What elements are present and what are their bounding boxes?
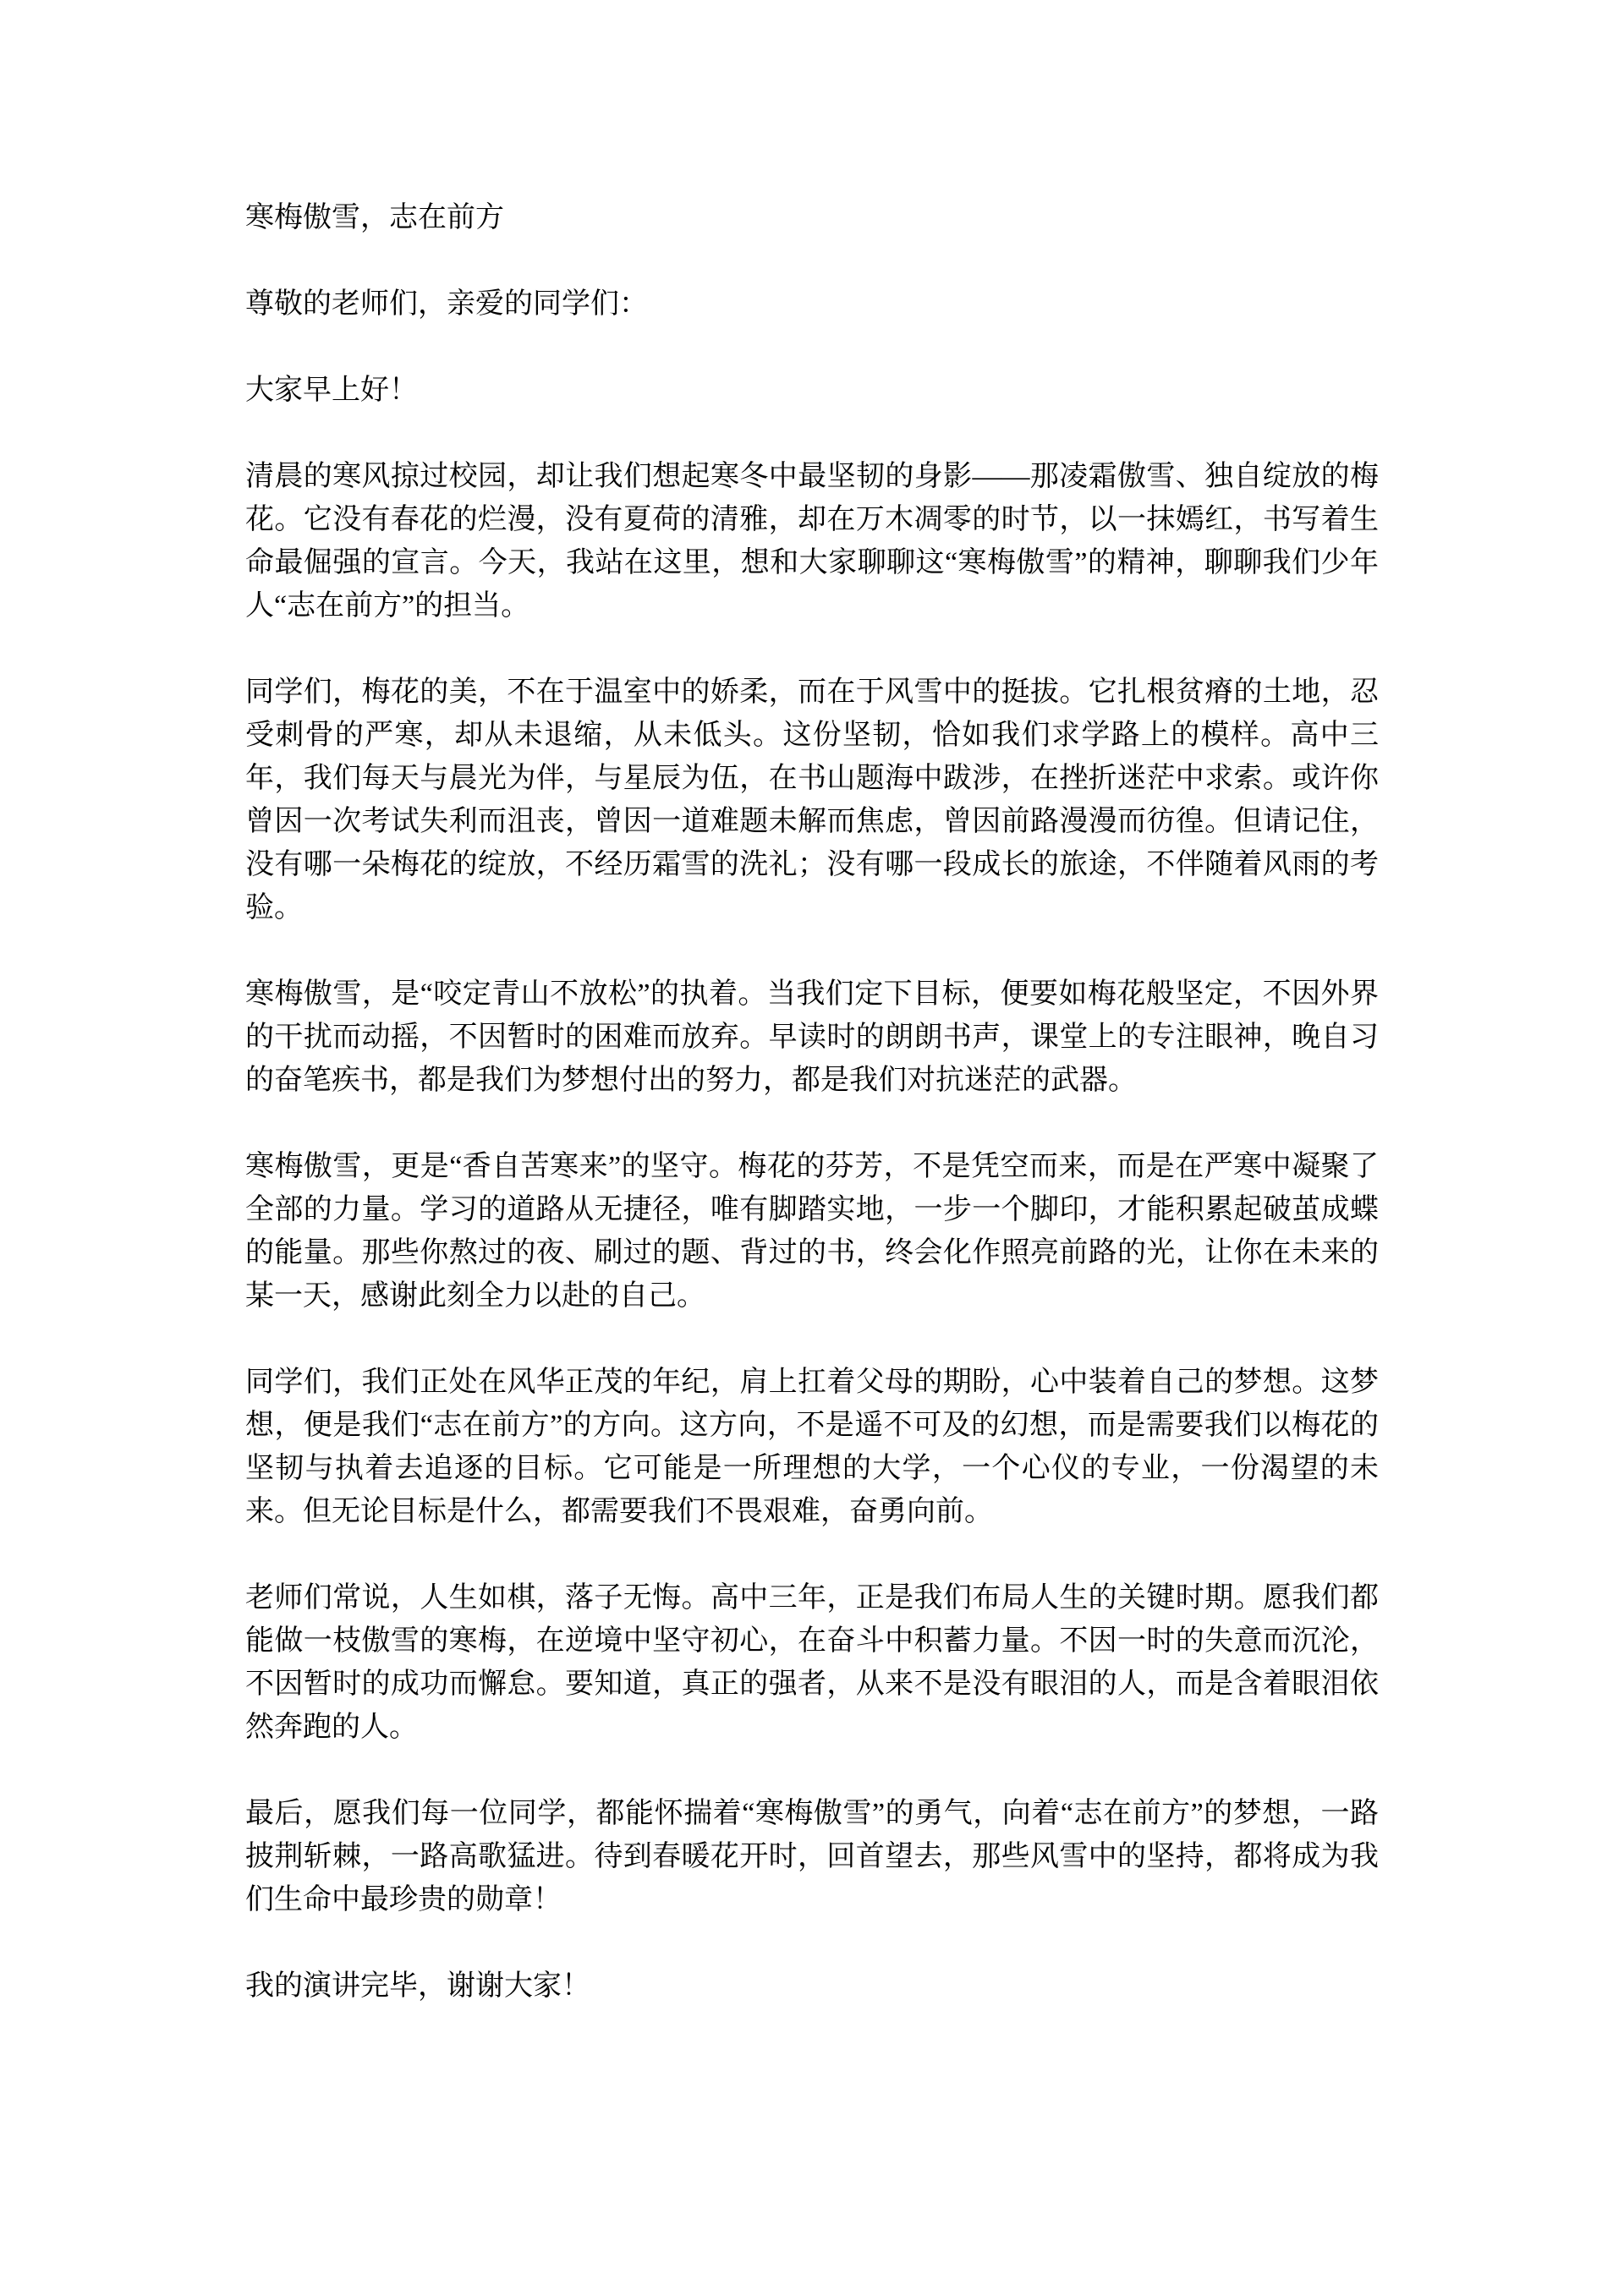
body-paragraph-4: 寒梅傲雪，更是“香自苦寒来”的坚守。梅花的芬芳，不是凭空而来，而是在严寒中凝聚了全部的力量。学习的道路从无捷径，唯有脚踏实地，一步一个脚印，才能积累起破茧成蝶的能量。那些你熬过的夜、刷过的题、背过的书，终会化作照亮前路的光，让你在未来的某一天，感谢此刻全力以赴的自己。 bbox=[245, 1151, 1379, 1312]
body-paragraph-2: 同学们，梅花的美，不在于温室中的娇柔，而在于风雪中的挺拔。它扎根贫瘠的土地，忍受刺骨的严寒，却从未退缩，从未低头。这份坚韧，恰如我们求学路上的模样。高中三年，我们每天与晨光为伴，与星辰为伍，在书山题海中跋涉，在挫折迷茫中求索。或许你曾因一次考试失利而沮丧，曾因一道难题未解而焦虑，曾因前路漫漫而彷徨。但请记住，没有哪一朵梅花的绽放，不经历霜雪的洗礼；没有哪一段成长的旅途，不伴随着风雨的考验。 bbox=[245, 677, 1379, 923]
body-paragraph-6: 老师们常说，人生如棋，落子无悔。高中三年，正是我们布局人生的关键时期。愿我们都能做一枝傲雪的寒梅，在逆境中坚守初心，在奋斗中积蓄力量。不因一时的失意而沉沦，不因暂时的成功而懈怠。要知道，真正的强者，从来不是没有眼泪的人，而是含着眼泪依然奔跑的人。 bbox=[245, 1582, 1379, 1743]
body-paragraph-1: 清晨的寒风掠过校园，却让我们想起寒冬中最坚韧的身影——那凌霜傲雪、独自绽放的梅花。它没有春花的烂漫，没有夏荷的清雅，却在万木凋零的时节，以一抹嫣红，书写着生命最倔强的宣言。今天，我站在这里，想和大家聊聊这“寒梅傲雪”的精神，聊聊我们少年人“志在前方”的担当。 bbox=[245, 461, 1379, 622]
body-paragraph-3: 寒梅傲雪，是“咬定青山不放松”的执着。当我们定下目标，便要如梅花般坚定，不因外界的干扰而动摇，不因暂时的困难而放弃。早读时的朗朗书声，课堂上的专注眼神，晚自习的奋笔疾书，都是我们为梦想付出的努力，都是我们对抗迷茫的武器。 bbox=[245, 978, 1379, 1096]
body-paragraph-7: 最后，愿我们每一位同学，都能怀揣着“寒梅傲雪”的勇气，向着“志在前方”的梦想，一路披荆斩棘，一路高歌猛进。待到春暖花开时，回首望去，那些风雪中的坚持，都将成为我们生命中最珍贵的勋章！ bbox=[245, 1798, 1379, 1915]
document-title: 寒梅傲雪，志在前方 bbox=[245, 202, 504, 233]
closing-line: 我的演讲完毕，谢谢大家！ bbox=[245, 1970, 590, 2002]
body-paragraph-5: 同学们，我们正处在风华正茂的年纪，肩上扛着父母的期盼，心中装着自己的梦想。这梦想，便是我们“志在前方”的方向。这方向，不是遥不可及的幻想，而是需要我们以梅花的坚韧与执着去追逐的目标。它可能是一所理想的大学，一个心仪的专业，一份渴望的未来。但无论目标是什么，都需要我们不畏艰难，奋勇向前。 bbox=[245, 1367, 1379, 1527]
greeting-line: 大家早上好！ bbox=[245, 375, 418, 406]
document-body bbox=[245, 196, 1379, 2051]
salutation-line: 尊敬的老师们，亲爱的同学们： bbox=[245, 288, 648, 320]
